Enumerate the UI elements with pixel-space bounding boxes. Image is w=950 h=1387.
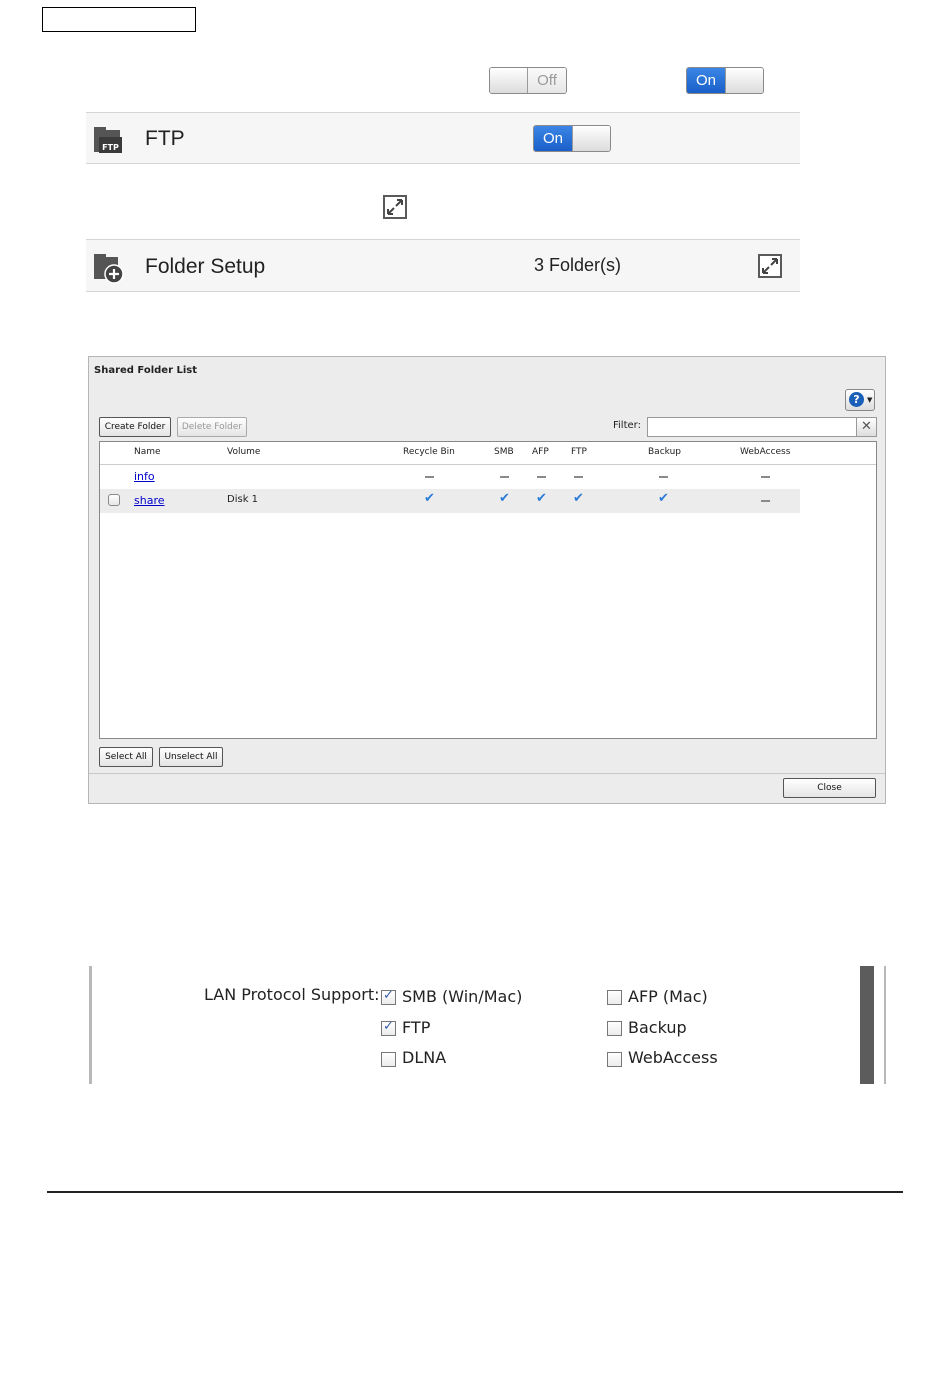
toggle-knob bbox=[490, 68, 528, 93]
delete-folder-button[interactable]: Delete Folder bbox=[177, 417, 247, 437]
on-toggle-label: On bbox=[687, 68, 725, 93]
ftp-protocol-label: FTP bbox=[402, 1018, 431, 1037]
check-icon: ✓ bbox=[383, 988, 394, 1003]
backup-label: Backup bbox=[628, 1018, 687, 1037]
afp-checkbox[interactable] bbox=[607, 990, 622, 1005]
shared-folder-dialog bbox=[88, 356, 886, 804]
expand-icon[interactable] bbox=[757, 253, 783, 279]
svg-text:FTP: FTP bbox=[102, 143, 119, 152]
filter-label: Filter: bbox=[613, 420, 641, 431]
dash-icon bbox=[574, 476, 583, 478]
volume-cell: Disk 1 bbox=[227, 494, 259, 505]
dash-icon bbox=[537, 476, 546, 478]
dash-icon bbox=[425, 476, 434, 478]
column-header-ftp[interactable]: FTP bbox=[571, 447, 587, 457]
dlna-label: DLNA bbox=[402, 1048, 447, 1067]
column-header-backup[interactable]: Backup bbox=[648, 447, 681, 457]
folder-table bbox=[99, 441, 877, 739]
folder-name-link[interactable]: info bbox=[134, 470, 155, 483]
ftp-folder-icon bbox=[93, 125, 123, 155]
unselect-all-button[interactable]: Unselect All bbox=[159, 747, 223, 767]
chevron-down-icon: ▼ bbox=[867, 396, 873, 404]
folder-count: 3 Folder(s) bbox=[534, 255, 622, 275]
scrollbar-track[interactable] bbox=[874, 966, 886, 1084]
select-all-button[interactable]: Select All bbox=[99, 747, 153, 767]
check-icon: ✔ bbox=[499, 491, 510, 506]
backup-checkbox[interactable] bbox=[607, 1021, 622, 1036]
smb-checkbox[interactable] bbox=[381, 990, 396, 1005]
toggle-knob bbox=[725, 68, 763, 93]
column-header-afp[interactable]: AFP bbox=[532, 447, 549, 457]
ftp-toggle-label: On bbox=[534, 126, 572, 151]
column-header-smb[interactable]: SMB bbox=[494, 447, 514, 457]
scrollbar-thumb[interactable] bbox=[860, 966, 874, 1084]
dlna-checkbox[interactable] bbox=[381, 1052, 396, 1067]
ftp-checkbox[interactable] bbox=[381, 1021, 396, 1036]
close-button[interactable]: Close bbox=[783, 778, 876, 798]
table-row[interactable] bbox=[100, 489, 800, 513]
add-folder-icon bbox=[93, 252, 125, 284]
off-toggle-label: Off bbox=[528, 68, 566, 93]
toggle-knob bbox=[572, 126, 610, 151]
lan-protocol-label: LAN Protocol Support: bbox=[204, 985, 380, 1004]
smb-label: SMB (Win/Mac) bbox=[402, 987, 523, 1006]
check-icon: ✓ bbox=[383, 1019, 394, 1034]
expand-icon[interactable] bbox=[382, 194, 408, 220]
clear-filter-icon[interactable]: ✕ bbox=[856, 417, 877, 437]
on-toggle[interactable] bbox=[686, 67, 764, 94]
page-divider bbox=[47, 1191, 903, 1193]
help-button[interactable] bbox=[845, 389, 875, 411]
check-icon: ✔ bbox=[424, 491, 435, 506]
help-icon: ? bbox=[849, 392, 864, 407]
dash-icon bbox=[761, 500, 770, 502]
webaccess-checkbox[interactable] bbox=[607, 1052, 622, 1067]
dialog-title: Shared Folder List bbox=[94, 365, 198, 376]
webaccess-label: WebAccess bbox=[628, 1048, 718, 1067]
column-header-volume[interactable]: Volume bbox=[227, 447, 261, 457]
filter-input[interactable] bbox=[647, 417, 857, 437]
column-header-webaccess[interactable]: WebAccess bbox=[740, 447, 791, 457]
column-header-name[interactable]: Name bbox=[134, 447, 161, 457]
check-icon: ✔ bbox=[536, 491, 547, 506]
footer-divider bbox=[89, 773, 885, 774]
ftp-row bbox=[86, 112, 800, 164]
afp-label: AFP (Mac) bbox=[628, 987, 708, 1006]
dash-icon bbox=[500, 476, 509, 478]
off-toggle[interactable] bbox=[489, 67, 567, 94]
ftp-toggle[interactable] bbox=[533, 125, 611, 152]
ftp-label: FTP bbox=[145, 127, 185, 150]
lan-protocol-panel bbox=[89, 966, 886, 1084]
header-box bbox=[42, 7, 196, 32]
create-folder-button[interactable]: Create Folder bbox=[99, 417, 171, 437]
dash-icon bbox=[659, 476, 668, 478]
folder-setup-row bbox=[86, 239, 800, 292]
dash-icon bbox=[761, 476, 770, 478]
folder-setup-label: Folder Setup bbox=[145, 255, 266, 278]
check-icon: ✔ bbox=[658, 491, 669, 506]
table-row[interactable] bbox=[100, 465, 800, 489]
row-checkbox[interactable] bbox=[108, 494, 120, 506]
column-header-recycle-bin[interactable]: Recycle Bin bbox=[403, 447, 455, 457]
folder-name-link[interactable]: share bbox=[134, 494, 165, 507]
check-icon: ✔ bbox=[573, 491, 584, 506]
